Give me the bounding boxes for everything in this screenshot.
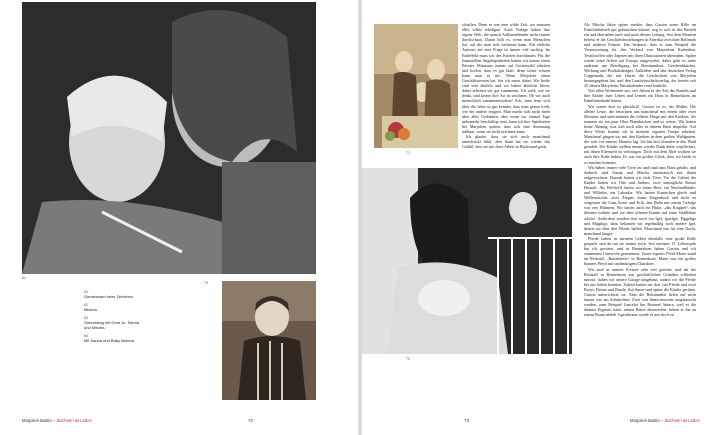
article-column-2 [584,22,696,410]
paragraph: Wir sind in unserer Freizeit sehr viel geritten, und als der Reitstall in Benneskom aus geschäftlichen Gründen schließen musste, haben wir unsere Garage umgebaut, sodass wir die Pferde bei uns halten konnten. Zuletzt hatten wir dort vier Pferde und zwei Ponys, Benno und Beatle. Auf ihnen sind später die Kinder geritten. Gaston unterrichtete sie. Aber die Reitstunden fielen auf nicht immer wie am Schnürchen: Zwei von ihnen mussten ausgetauscht werden, zum Beispiel Lancelot bin Bestand Antara, weil er die dumme Eigenart hatte, seinen Reiter abzuwerfen, indem er ihn an einem Baum abrieb. Irgendwann wurde es uns doch zu [584,266,696,318]
photo-number: 70 [204,281,208,285]
article-column-1 [462,22,550,162]
photo-number: 61 [22,276,26,280]
photo-illustration [374,24,458,148]
paragraph: Wir haben immer viele Tiere im und rund ums Haus gehabt, und dadurch sind Sanna und Mischa automatisch mit ihnen aufgewachsen. Damals hatten wir viele Tiere. Vor der Geburt der Kinder hatten wir Otto und Ambeo, zwei unmögliche Basset Hounds. Als Wolfsfell hatten wir einen Beer, ein Neufundländer, und Wilhelm, ein Labrador. Wir hatten Kaninchen gleich und Wellensittiche, zwei Ziegen, einen Ziegenbock und nicht zu vergessen die Gans Konti und Erik, den Hahn mit einem Gefolge von vier Hühnern. Wir hatten auch ein Huhn, „das Krüppel“, das drinnen wohnte und vor dem offenen Kamin auf einer Stuhllehne schlief. Außerdem wurden dort noch ein Igel, Igaelgie, Piggelige und Mipplige, dazu bekamen wir regelmäßig noch andere Igel, denen wir über den Winter halfen. Manchmal nur für eine Nacht, manchmal länger. [584,164,696,236]
paragraph: Wir waren dort so glücklich!, Gaston ist es, der Müller. Die alleine Leute, die besuchten uns manchmal mit einem oder zwei Monaten und unternahmen die tollsten Dinge mit den Kindern. Sie nannten sie ein paar Ohra Pfannkuchen und so weiter. Wir hatten keine Ahnung, was sich noch alles in diesem Haus abspielte. Auf diese Weise kommt ich in meinem eigenen Tempo arbeiten. Manchmal gingen wir mit den Kindern in dem großen Waldgarten, der weit vor unserer Haustür lag. Ich bin dort Stunden in den Wald geradelt. Die Kinder stellten immer wieder Dank dafür verpflichtet, mit ihnen Elternzeit zu verbringen. Doch mit dem Alter wollten sie auch ihre Ruhe haben. Es war ein großes Glück, dass wir beide es so machen konnten. [584,103,696,165]
photo-number: 71 [406,151,410,155]
photo-illustration [22,2,316,274]
caption-list [84,286,194,343]
photo-illustration [222,281,316,400]
caption-3: 63 Geburtstag mit Oma Ju, Sanna und Mischa. [84,316,140,330]
page-number: 73 [464,418,469,423]
photo-mother-baby-crib [362,168,572,354]
right-page [362,0,720,435]
photo-mother-child-drawing [22,2,316,274]
caption-2: 62 Mischa. [84,303,98,312]
paragraph: Von allen Wohnorten aus, seit Jahren in der Zeit die Basteln und ihre Kinder zum Leben und Lernen ein Haus in Benneskom im Familienurlaubt hatten. [584,88,696,104]
paragraph: Pferde haben in meinem Leben ebenfalls eine große Rolle gespielt, und da tun sie immer noch. Seit meinem 17. Lebensjahr bin ich geritten, und in Benneskom haben Gaston und ich zusammen Unterricht genommen. Unser eigenes Pferd Marie stand im Reitstall, „Rottenhorst“ in Benneskom. Marie war ein großes braunes Pferd mit sanftmütigem Charakter. [584,235,696,267]
photo-family-table [374,24,458,148]
photo-boy [222,281,316,400]
paragraph: Als Mischa Jahre später merkte, dass Gaston seine Hilfe im Familienbetrieb gut gebrauchen könnte, zog er sich in den Betrieb ein und übernahm nach und nach dessen Leitung. Seit dem Moment betreut er die Geschäftsbeziehungen in Amerika zwischen Hallmark und anderen Firmen. Das bedeutet, dass er zum Beispiel die Verantwortung für den Verkauf von Marjoleins Kalendern, Textilstoffen oder Tapeten mit ihren Illustrationen übernahm. Später wurde seine Arbeit auf Europa ausgeweitet, dabei geht es unter anderem um Beteiligung bei Bestimmtheit, Geschenkbücher, Werbung und Produktdesigns, Aufkleber und den deutschen Verlag Coppenrath, der seit Jahren die Geschichten von Marjolein herausgegeben hat, und den Landwirtschaftsverlag, der bereits seit 25 Jahren Marjoleins Naturkalender veröffentlicht. [584,22,696,89]
caption-4: 64 Mit Sanna und Baby Mischa. [84,334,135,343]
paragraph: schaffen. Denn es war eine wilde Zeit, wir mussten alles selbst erledigen. Auch Verlage haben ihre eigene Welt, die manch Außenstehender nicht immer durchschaut. Damit hilft es, wenn man Menschen hat, auf die man sich verlassen kann. Ein ehrliche Antwort auf eine Frage ist immer viel wichtig. Im Endeffekt muss ich den Knoten durchhauen. Für die finanziellen Angelegenheiten hatten wir immer einen Berater. Manmuss immer auf Geratewohl arbeiten und hoffen, dass es gut läuft, denn sicher wissen kann man es nie. Wenn Marjolein einen Geschäftstermin hat, bin ich meist dabei. Wir beide sind sehr ähnlich und wir haben ähnliche Ideen, daher arbeiten wir gut zusammen. Ich weiß, wie sie denkt, und kenne ihre Art zu zeichnen. Ob wir auch menschlich zusammenstoßen? Ach, man lernt sich über die Jahre so gut kennen, dass man genau weiß, wie der andere reagiert. Man macht sich nicht mehr über alles Gedanken, aber wenn wir einmal Tage unbemerkt beschäftigt sind, kann ich hier Spielereien bei Marjolein spüren, dass sich eine Stimmung aufbaut, wenn sie nicht zeichnen kann. [462,22,550,134]
left-page [0,0,358,435]
page-number: 72 [248,418,253,423]
footer-running-title: Marjolein Bastin – Zeichnen ist Leben [630,418,700,423]
caption-1: 61 Gemeinsam beim Zeichnen [84,290,133,299]
photo-number: 72 [406,357,410,361]
footer-running-title: Marjolein Bastin – Zeichnen ist Leben [22,418,92,423]
photo-illustration [362,168,572,354]
paragraph: Ich glaube, dass sie sich auch manchmal unterdrückt fühlt, aber dann hat sie wieder das Gefühl, dass sie mit ihrer Arbeit in Rückstand gerät. [462,134,550,150]
